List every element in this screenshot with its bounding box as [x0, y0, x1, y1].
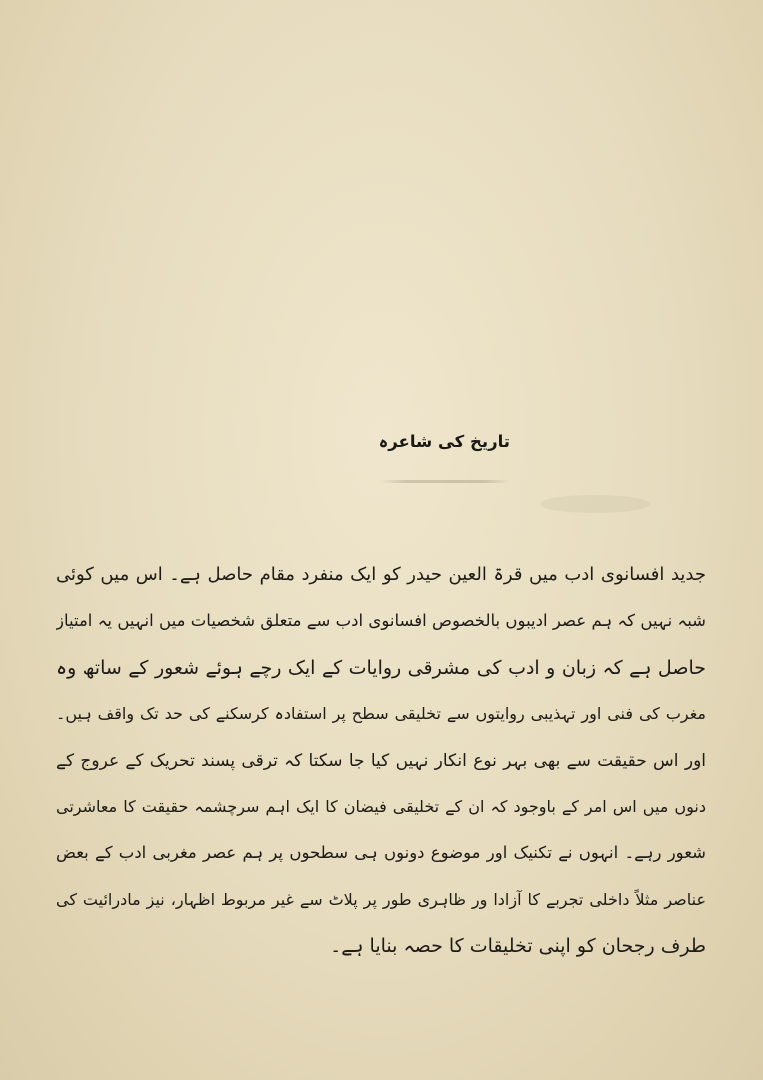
paragraph-line: دنوں میں اس امر کے باوجود کہ ان کے تخلیقی فیضان کا ایک اہم سرچشمہ حقیقت کا معاشرتی — [56, 796, 706, 816]
paragraph-line: طرف رجحان کو اپنی تخلیقات کا حصہ بنایا ہے۔ — [330, 935, 706, 958]
paragraph-line: حاصل ہے کہ زبان و ادب کی مشرقی روایات کے ایک رچے ہوئے شعور کے ساتھ وہ — [56, 656, 706, 679]
paper-smudge — [540, 495, 650, 513]
paragraph-line: اور اس حقیقت سے بھی بہر نوع انکار نہیں کیا جا سکتا کہ ترقی پسند تحریک کے عروج کے — [56, 750, 706, 771]
paragraph-line: جدید افسانوی ادب میں قرۃ العین حیدر کو ایک منفرد مقام حاصل ہے۔ اس میں کوئی — [56, 564, 706, 585]
title-flourish — [380, 480, 510, 483]
paragraph-line: مغرب کی فنی اور تہذیبی روایتوں سے تخلیقی سطح پر استفادہ کرسکنے کی حد تک واقف ہیں۔ — [56, 704, 706, 724]
chapter-title — [380, 410, 510, 506]
chapter-title-text: تاریخ کی شاعرہ — [378, 432, 510, 451]
paragraph-line: عناصر مثلاً داخلی تجربے کا آزادا ور ظاہری طور پر پلاٹ سے غیر مربوط اظہار، نیز مادرائیت کی — [56, 889, 706, 909]
paragraph-line: شبہ نہیں کہ ہم عصر ادیبوں بالخصوص افسانوی ادب سے متعلق شخصیات میں انہیں یہ امتیاز — [56, 611, 706, 631]
body-paragraph — [56, 552, 706, 970]
paragraph-line: شعور رہے۔ انہوں نے تکنیک اور موضوع دونوں ہی سطحوں پر ہم عصر مغربی ادب کے بعض — [56, 843, 706, 863]
